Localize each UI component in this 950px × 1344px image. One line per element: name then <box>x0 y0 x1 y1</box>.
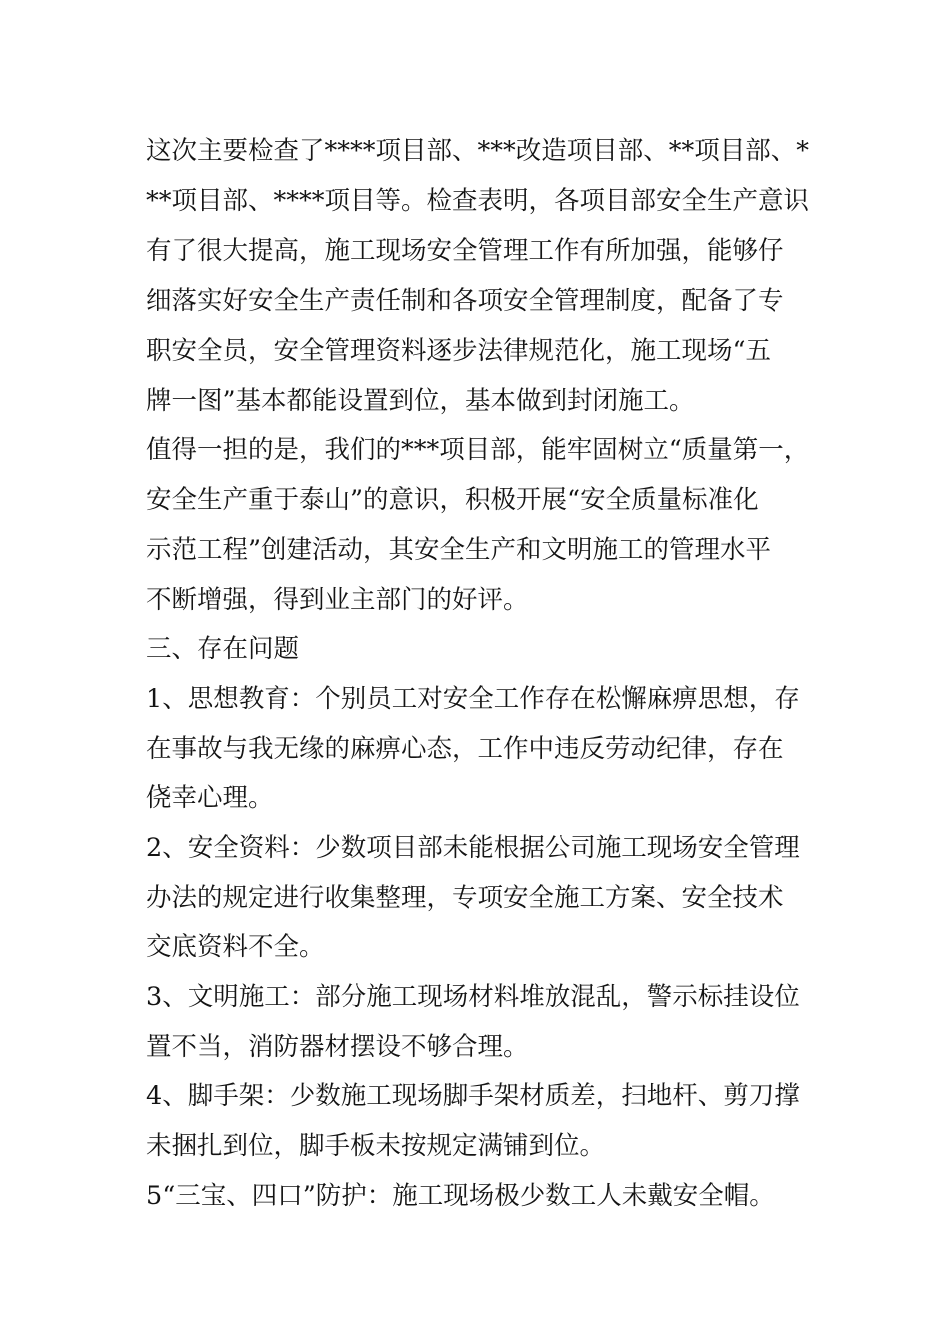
text-line: 牌一图”基本都能设置到位，基本做到封闭施工。 <box>146 386 695 416</box>
text-line: 交底资料不全。 <box>146 932 325 962</box>
text-line: 示范工程”创建活动，其安全生产和文明施工的管理水平 <box>146 535 772 565</box>
text-line: 有了很大提高，施工现场安全管理工作有所加强，能够仔 <box>146 236 784 266</box>
text-line: 值得一担的是，我们的***项目部，能牢固树立“质量第一， <box>146 435 810 465</box>
text-line: **项目部、****项目等。检查表明，各项目部安全生产意识 <box>146 186 810 216</box>
text-line: 不断增强，得到业主部门的好评。 <box>146 585 529 615</box>
text-line: 未捆扎到位，脚手板未按规定满铺到位。 <box>146 1131 606 1161</box>
text-line: 5“三宝、四口”防护：施工现场极少数工人未戴安全帽。 <box>146 1181 775 1211</box>
section-heading: 三、存在问题 <box>146 634 300 664</box>
text-line: 1、思想教育：个别员工对安全工作存在松懈麻痹思想，存 <box>146 684 800 714</box>
text-line: 4、脚手架：少数施工现场脚手架材质差，扫地杆、剪刀撑 <box>146 1081 800 1111</box>
text-line: 安全生产重于泰山”的意识，积极开展“安全质量标准化 <box>146 485 759 515</box>
text-line: 办法的规定进行收集整理，专项安全施工方案、安全技术 <box>146 883 784 913</box>
text-line: 这次主要检查了****项目部、***改造项目部、**项目部、* <box>146 136 810 166</box>
text-line: 职安全员，安全管理资料逐步法律规范化，施工现场“五 <box>146 336 772 366</box>
text-line: 侥幸心理。 <box>146 783 274 813</box>
text-line: 细落实好安全生产责任制和各项安全管理制度，配备了专 <box>146 286 784 316</box>
text-line: 3、文明施工：部分施工现场材料堆放混乱，警示标挂设位 <box>146 982 800 1012</box>
text-line: 在事故与我无缘的麻痹心态，工作中违反劳动纪律，存在 <box>146 734 784 764</box>
text-line: 置不当，消防器材摆设不够合理。 <box>146 1032 529 1062</box>
text-line: 2、安全资料：少数项目部未能根据公司施工现场安全管理 <box>146 833 800 863</box>
